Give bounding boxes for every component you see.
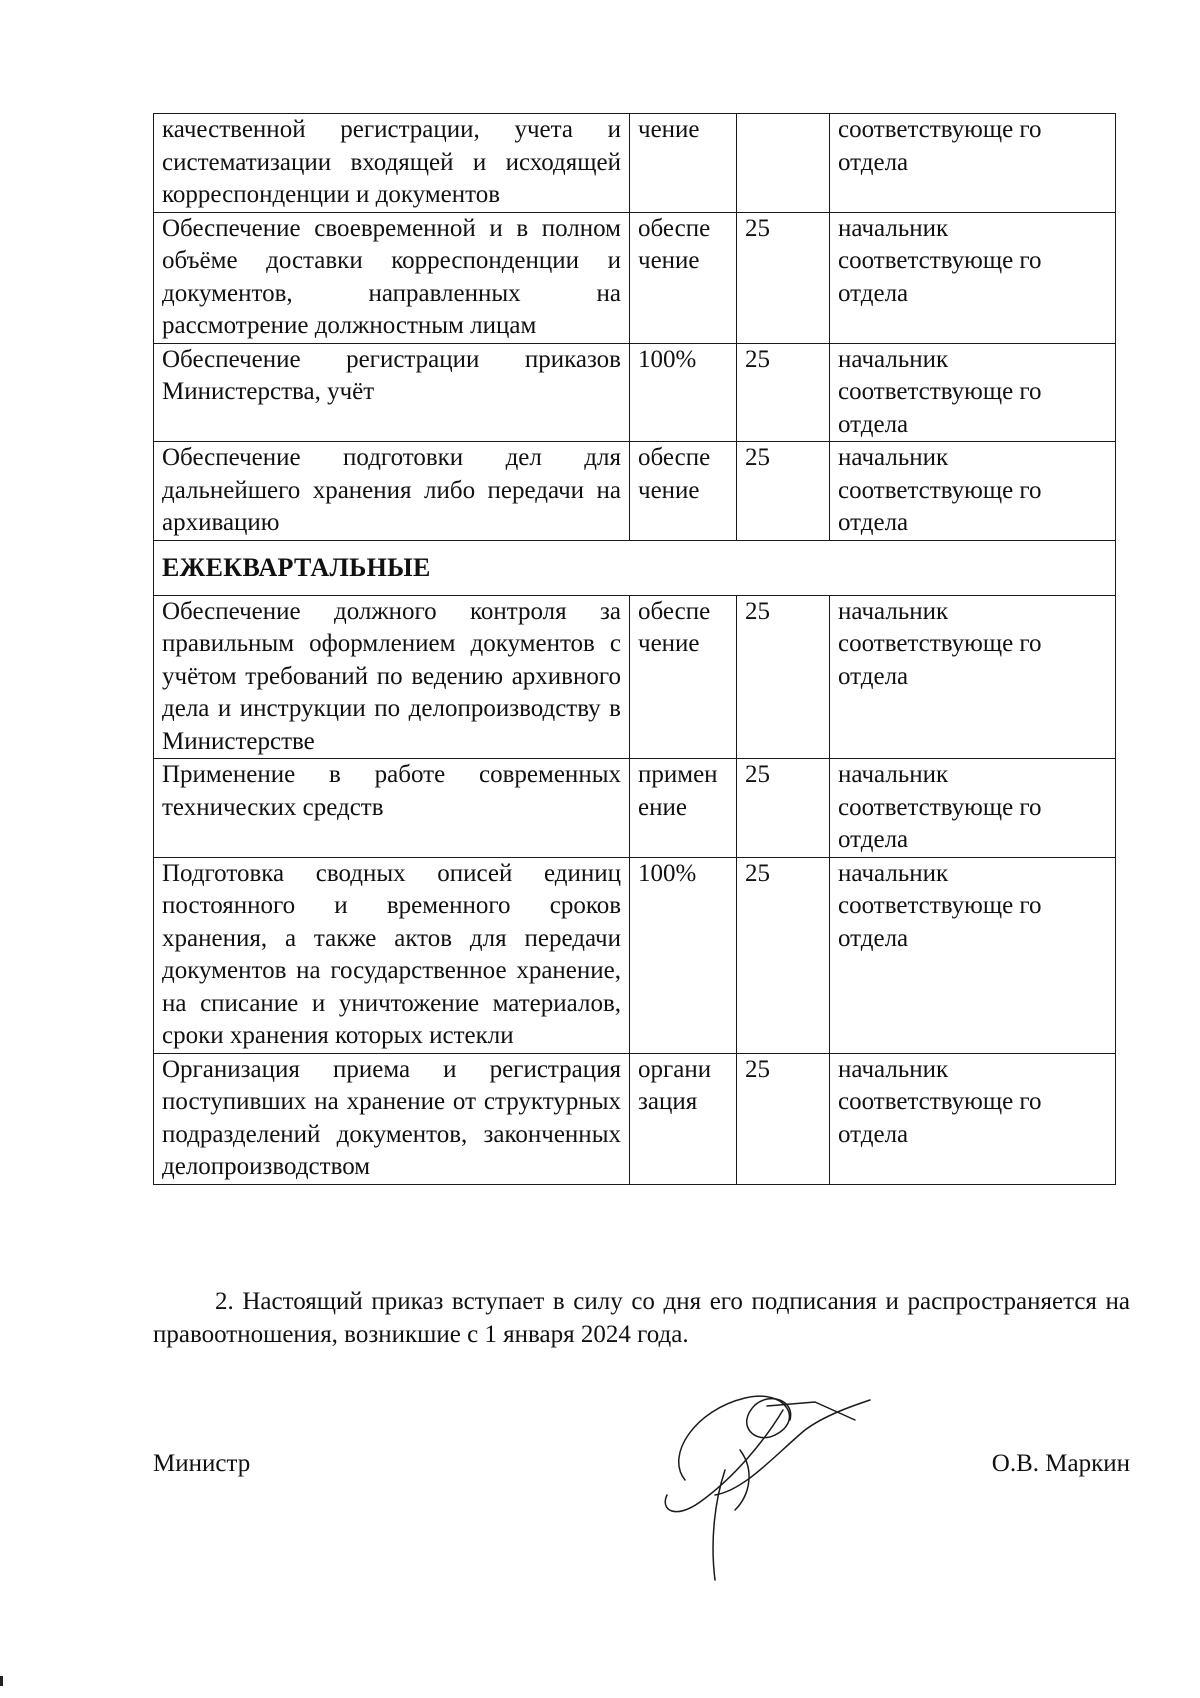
- duty-responsible: начальник соответствующе го отдела: [830, 343, 1116, 442]
- duty-responsible: начальник соответствующе го отдела: [830, 857, 1116, 1053]
- table-row: [154, 114, 1116, 213]
- duty-measure: обеспе чение: [630, 595, 737, 759]
- duty-responsible: начальник соответствующе го отдела: [830, 442, 1116, 541]
- table-row: [154, 759, 1116, 858]
- signer-title: Министр: [153, 1450, 251, 1477]
- order-clause-2: [153, 1285, 1130, 1351]
- duty-points: 25: [737, 343, 830, 442]
- duty-measure: обеспе чение: [630, 212, 737, 343]
- duty-responsible: начальник соответствующе го отдела: [830, 212, 1116, 343]
- duty-description: Организация приема и регистрация поступивших на хранение от структурных подразделений документов, законченных делопроизводством: [154, 1053, 630, 1184]
- duty-responsible: начальник соответствующе го отдела: [830, 1053, 1116, 1184]
- duty-description: Обеспечение подготовки дел для дальнейшего хранения либо передачи на архивацию: [154, 442, 630, 541]
- handwritten-signature: [655, 1380, 885, 1585]
- table-row: [154, 1053, 1116, 1184]
- table-row: [154, 857, 1116, 1053]
- signer-name: О.В. Маркин: [991, 1450, 1130, 1477]
- duty-points: 25: [737, 595, 830, 759]
- duty-description: Обеспечение своевременной и в полном объёме доставки корреспонденции и документов, направленных на рассмотрение должностным лицам: [154, 212, 630, 343]
- duty-description: Обеспечение регистрации приказов Министерства, учёт: [154, 343, 630, 442]
- duty-points: 25: [737, 212, 830, 343]
- duty-responsible: соответствующе го отдела: [830, 114, 1116, 213]
- order-clause-text: 2. Настоящий приказ вступает в силу со дня его подписания и распространяется на правоотношения, возникшие с 1 января 2024 года.: [153, 1288, 1130, 1348]
- duty-measure: 100%: [630, 343, 737, 442]
- duty-description: Применение в работе современных технических средств: [154, 759, 630, 858]
- duty-description: качественной регистрации, учета и систематизации входящей и исходящей корреспонденции и документов: [154, 114, 630, 213]
- duty-points: 25: [737, 857, 830, 1053]
- duty-measure: 100%: [630, 857, 737, 1053]
- duty-measure: обеспе чение: [630, 442, 737, 541]
- scan-mark: [0, 1676, 3, 1686]
- duty-description: Обеспечение должного контроля за правильным оформлением документов с учётом требований по ведению архивного дела и инструкции по делопроизводству в Министерстве: [154, 595, 630, 759]
- duty-points: 25: [737, 759, 830, 858]
- section-row: [154, 540, 1116, 595]
- duties-table: [153, 113, 1116, 1185]
- duty-responsible: начальник соответствующе го отдела: [830, 759, 1116, 858]
- table-row: [154, 212, 1116, 343]
- duty-description: Подготовка сводных описей единиц постоянного и временного сроков хранения, а также актов для передачи документов на государственное хранение, на списание и уничтожение материалов, сроки хранения которых истекли: [154, 857, 630, 1053]
- duty-measure: органи зация: [630, 1053, 737, 1184]
- table-row: [154, 343, 1116, 442]
- table-row: [154, 595, 1116, 759]
- table-row: [154, 442, 1116, 541]
- duty-measure: чение: [630, 114, 737, 213]
- duty-measure: примен ение: [630, 759, 737, 858]
- duty-points: 25: [737, 442, 830, 541]
- section-title: ЕЖЕКВАРТАЛЬНЫЕ: [154, 540, 1116, 595]
- duty-points: [737, 114, 830, 213]
- duty-points: 25: [737, 1053, 830, 1184]
- duty-responsible: начальник соответствующе го отдела: [830, 595, 1116, 759]
